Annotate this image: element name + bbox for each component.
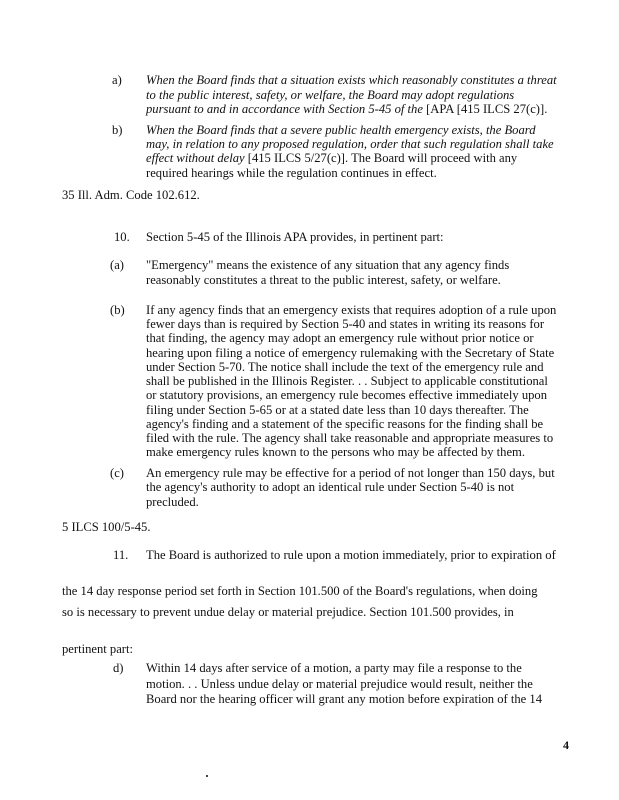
quote-line: "Emergency" means the existence of any situation that any agency finds: [146, 258, 510, 272]
quote-line: Board nor the hearing officer will grant any motion before expiration of the 14: [146, 692, 542, 706]
citation: [APA [415 ILCS 27(c)].: [422, 102, 548, 116]
paragraph-text: the 14 day response period set forth in Section 101.500 of the Board's regulations, when doing: [62, 584, 538, 598]
quote-italic: pursuant to and in accordance with Section 5-45 of the: [146, 102, 423, 116]
quote-line: make emergency rules known to the persons who may be affected by them.: [146, 445, 525, 459]
quote-line: shall be published in the Illinois Register. . . Subject to applicable constitutional: [146, 374, 548, 388]
quote-line: under Section 5-70. The notice shall include the text of the emergency rule and: [146, 360, 544, 374]
quote-italic: effect without delay: [146, 151, 245, 165]
quote-line: or statutory provisions, an emergency rule becomes effective immediately upon: [146, 388, 548, 402]
quote-line: to the public interest, safety, or welfare, the Board may adopt regulations: [146, 88, 515, 102]
quote-line: filing under Section 5-65 or at a stated date less than 10 days thereafter. The: [146, 403, 529, 417]
quote-line: may, in relation to any proposed regulation, order that such regulation shall take: [146, 137, 554, 151]
quote-line: [146, 102, 547, 116]
quote-line: When the Board finds that a situation exists which reasonably constitutes a threat: [146, 73, 557, 87]
quote-line: the agency's authority to adopt an identical rule under Section 5-40 is not: [146, 480, 515, 494]
quote-line: hearing upon filing a notice of emergency rulemaking with the Secretary of State: [146, 346, 555, 360]
paragraph-text: pertinent part:: [62, 642, 133, 656]
list-label: a): [112, 73, 122, 87]
quote-rest: [415 ILCS 5/27(c)]. The Board will proceed with any: [244, 151, 518, 165]
list-label: d): [113, 661, 124, 675]
quote-line: reasonably constitutes a threat to the public interest, safety, or welfare.: [146, 273, 501, 287]
quote-line: When the Board finds that a severe public health emergency exists, the Board: [146, 123, 536, 137]
page-number: 4: [563, 738, 569, 752]
quote-line: If any agency finds that an emergency exists that requires adoption of a rule upon: [146, 303, 557, 317]
paragraph-text: The Board is authorized to rule upon a motion immediately, prior to expiration of: [146, 548, 556, 562]
paragraph-text: so is necessary to prevent undue delay or material prejudice. Section 101.500 provides, in: [62, 605, 514, 619]
quote-line: An emergency rule may be effective for a period of not longer than 150 days, but: [146, 466, 555, 480]
quote-line: agency's finding and a statement of the specific reasons for the finding shall be: [146, 417, 544, 431]
paragraph-number: 11.: [113, 548, 129, 562]
quote-line: [146, 151, 517, 165]
quote-line: fewer days than is required by Section 5-40 and states in writing its reasons for: [146, 317, 545, 331]
scan-speck: [206, 775, 208, 777]
list-label: (a): [110, 258, 124, 272]
paragraph-text: Section 5-45 of the Illinois APA provides, in pertinent part:: [146, 230, 444, 244]
citation: 5 ILCS 100/5-45.: [62, 520, 151, 534]
list-label: b): [112, 123, 123, 137]
quote-line: motion. . . Unless undue delay or material prejudice would result, neither the: [146, 677, 533, 691]
quote-line: that finding, the agency may adopt an emergency rule without prior notice or: [146, 331, 534, 345]
paragraph-number: 10.: [114, 230, 130, 244]
citation: 35 Ill. Adm. Code 102.612.: [62, 188, 200, 202]
quote-line: filed with the rule. The agency shall take reasonable and appropriate measures to: [146, 431, 554, 445]
list-label: (c): [110, 466, 124, 480]
quote-line: Within 14 days after service of a motion, a party may file a response to the: [146, 661, 522, 675]
list-label: (b): [110, 303, 125, 317]
quote-line: precluded.: [146, 495, 199, 509]
quote-line: required hearings while the regulation continues in effect.: [146, 166, 437, 180]
